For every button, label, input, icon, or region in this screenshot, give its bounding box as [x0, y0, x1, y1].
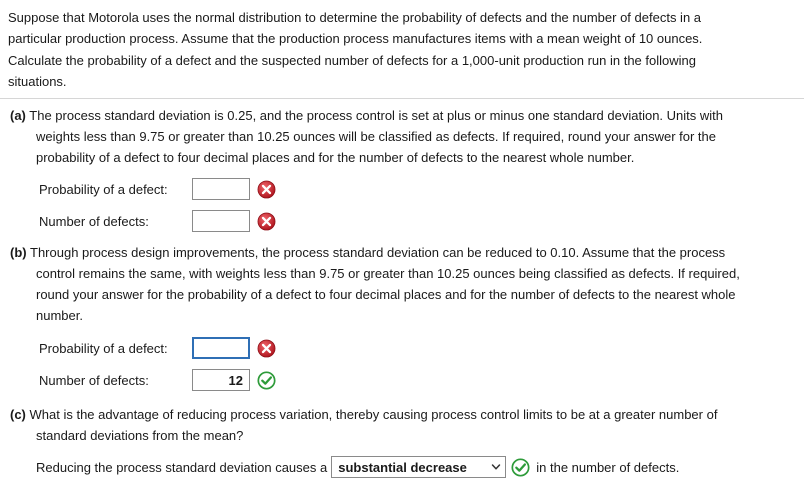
part-b-defects-row	[39, 369, 276, 391]
intro-line: Calculate the probability of a defect and the suspected number of defects for a 1,000-unit production run in the following	[8, 52, 696, 68]
part-b-label: (b)	[10, 245, 27, 260]
probability-label: Probability of a defect:	[39, 340, 168, 356]
intro-line: particular production process. Assume that the production process manufactures items with a mean weight of 10 ounces.	[8, 31, 703, 47]
part-b-line: round your answer for the probability of a defect to four decimal places and for the number of defects to the nearest whole	[36, 287, 736, 302]
intro-line: situations.	[8, 73, 67, 89]
probability-label: Probability of a defect:	[39, 181, 168, 197]
part-a-line: The process standard deviation is 0.25, and the process control is set at plus or minus one standard deviation. Units with	[29, 108, 723, 123]
effect-dropdown[interactable]	[331, 456, 506, 478]
part-b-probability-input[interactable]	[192, 337, 250, 359]
chevron-down-icon	[491, 462, 501, 472]
part-a-defects-input[interactable]	[192, 210, 250, 232]
incorrect-icon	[257, 180, 276, 199]
part-a-defects-row	[39, 210, 276, 232]
part-b-probability-row	[39, 337, 276, 359]
dropdown-selected-value: substantial decrease	[338, 459, 467, 475]
part-a-probability-row	[39, 178, 276, 200]
part-b-line: number.	[36, 308, 83, 323]
part-b-defects-input[interactable]	[192, 369, 250, 391]
part-a-line: weights less than 9.75 or greater than 10.25 ounces will be classified as defects. If required, round your answer for the	[36, 129, 716, 144]
part-c-line: What is the advantage of reducing process variation, thereby causing process control limits to be at a greater number of	[29, 407, 718, 422]
part-b-line: control remains the same, with weights less than 9.75 or greater than 10.25 ounces being classified as defects. If required,	[36, 266, 740, 281]
part-a-probability-input[interactable]	[192, 178, 250, 200]
part-c-label: (c)	[10, 407, 26, 422]
defects-label: Number of defects:	[39, 372, 149, 388]
incorrect-icon	[257, 212, 276, 231]
incorrect-icon	[257, 339, 276, 358]
intro-line: Suppose that Motorola uses the normal distribution to determine the probability of defects and the number of defects in a	[8, 10, 702, 25]
part-b-question	[10, 242, 790, 326]
answer-sentence-start: Reducing the process standard deviation causes a	[36, 459, 328, 475]
part-c-question	[10, 404, 790, 446]
problem-intro	[8, 7, 788, 92]
answer-sentence-end: in the number of defects.	[536, 459, 680, 475]
section-divider	[0, 98, 804, 99]
correct-icon	[257, 371, 276, 390]
correct-icon	[511, 458, 530, 477]
part-a-line: probability of a defect to four decimal places and for the number of defects to the nearest whole number.	[36, 150, 635, 165]
part-c-answer-row	[36, 456, 679, 478]
part-b-line: Through process design improvements, the process standard deviation can be reduced to 0.10. Assume that the process	[30, 245, 726, 260]
part-a-label: (a)	[10, 108, 26, 123]
part-a-question	[10, 105, 790, 168]
defects-label: Number of defects:	[39, 213, 149, 229]
part-c-line: standard deviations from the mean?	[36, 428, 244, 443]
